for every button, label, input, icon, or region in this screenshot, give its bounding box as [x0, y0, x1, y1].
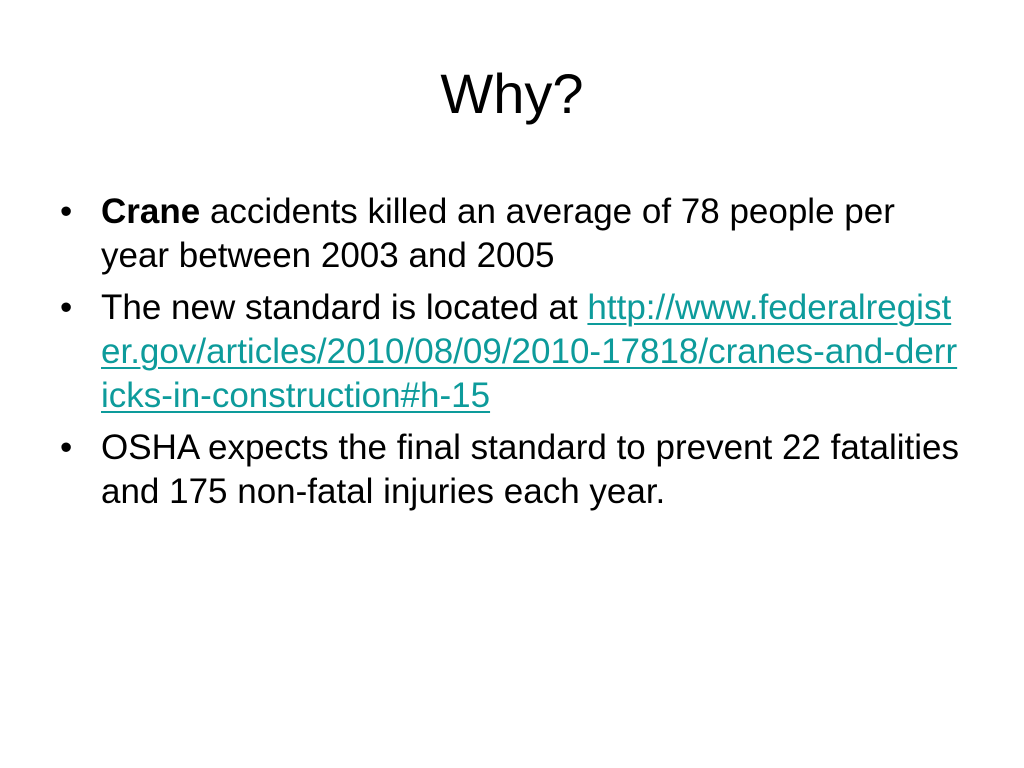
- bullet-text: The new standard is located at: [101, 288, 588, 327]
- bullet-text: accidents killed an average of 78 people per year between 2003 and 2005: [101, 192, 895, 275]
- bullet-icon: •: [60, 288, 73, 327]
- bullet-item-crane-accidents: [60, 190, 960, 278]
- bullet-list: [60, 190, 960, 522]
- federal-register-link[interactable]: http://www.federalregister.gov/articles/2010/08/09/2010-17818/cranes-and-derricks-in-construction#h-15: [101, 288, 958, 415]
- bullet-item-standard-location: [60, 286, 960, 418]
- slide-title: Why?: [440, 62, 584, 125]
- bullet-bold-text: Crane: [101, 192, 201, 231]
- bullet-icon: •: [60, 428, 73, 467]
- bullet-item-osha-expectation: [60, 426, 960, 514]
- bullet-text: OSHA expects the final standard to prevent 22 fatalities and 175 non-fatal injuries each year.: [101, 428, 959, 511]
- bullet-icon: •: [60, 192, 73, 231]
